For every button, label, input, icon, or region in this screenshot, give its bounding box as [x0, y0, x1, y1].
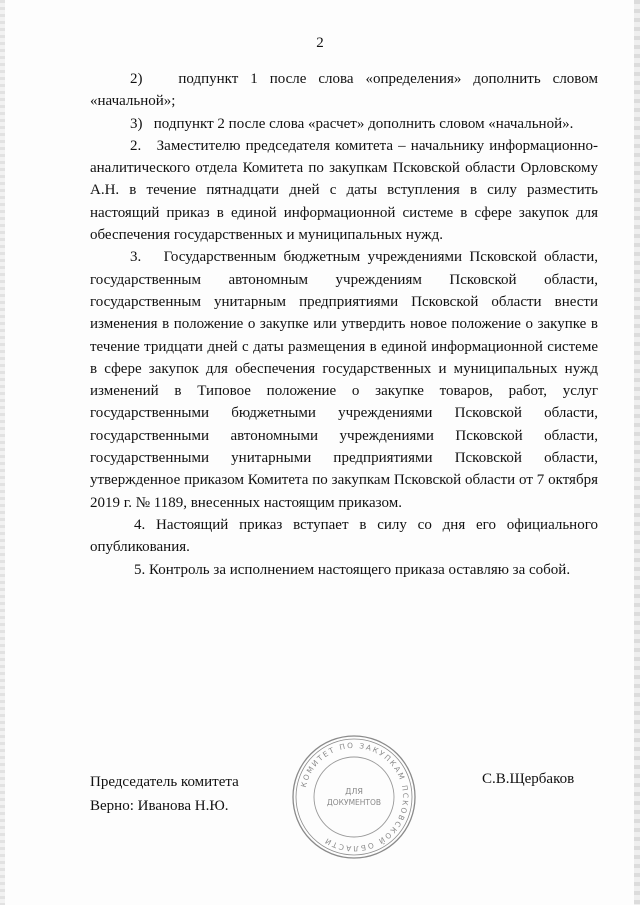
paragraph-subitem-2: 2) подпункт 1 после слова «определения» дополнить словом «начальной»; — [90, 71, 598, 110]
paragraph-2: 2. Заместителю председателя комитета – начальнику информационно-аналитического отдела Комитета по закупкам Псковской области Орловскому А.Н. в течение пятнадцати дней с даты вступления в силу разместить настоящий приказ в единой информационной системе в сфере закупок для обеспечения государственных и муниципальных нужд. — [90, 137, 598, 244]
paragraph-subitem-3: 3) подпункт 2 после слова «расчет» дополнить словом «начальной». — [130, 115, 574, 132]
page-number: 2 — [316, 35, 324, 51]
scan-edge-right — [634, 0, 640, 905]
paragraph-3: 3. Государственным бюджетным учреждениями Псковской области, государственным автономным учреждениям Псковской области, государственным унитарным предприятиями Псковской области внести изменения в положение о закупке или утвердить новое положение о закупке в течение тридцати дней с даты размещения в единой информационной системе в сфере закупок для обеспечения государственных и муниципальных нужд изменений в Типовое положение о закупке товаров, работ, услуг государственными бюджетными учреждениями Псковской области, государственными автономными учреждениями Псковской области, государственными унитарными предприятиями Псковской области, утвержденное приказом Комитета по закупкам Псковской области от 7 октября 2019 г. № 1189, внесенных настоящим приказом. — [90, 249, 598, 511]
stamp-ring-text: КОМИТЕТ ПО ЗАКУПКАМ ПСКОВСКОЙ ОБЛАСТИ — [298, 740, 411, 854]
certified-copy-note: Верно: Иванова Н.Ю. — [90, 798, 229, 814]
svg-text:КОМИТЕТ ПО ЗАКУПКАМ ПСКОВСКОЙ — [299, 741, 410, 853]
paragraph-4: 4. Настоящий приказ вступает в силу со дня его официального опубликования. — [90, 516, 598, 556]
paragraph-5: 5. Контроль за исполнением настоящего приказа оставляю за собой. — [134, 561, 571, 578]
signatory-name: С.В.Щербаков — [482, 771, 575, 787]
signature-block-left — [90, 770, 239, 818]
stamp-center-line1: ДЛЯ — [345, 787, 363, 796]
document-body — [90, 68, 598, 581]
signatory-position: Председатель комитета — [90, 774, 239, 790]
scan-edge-left — [0, 0, 5, 905]
stamp-center-line2: ДОКУМЕНТОВ — [326, 798, 382, 807]
official-stamp — [290, 733, 418, 861]
